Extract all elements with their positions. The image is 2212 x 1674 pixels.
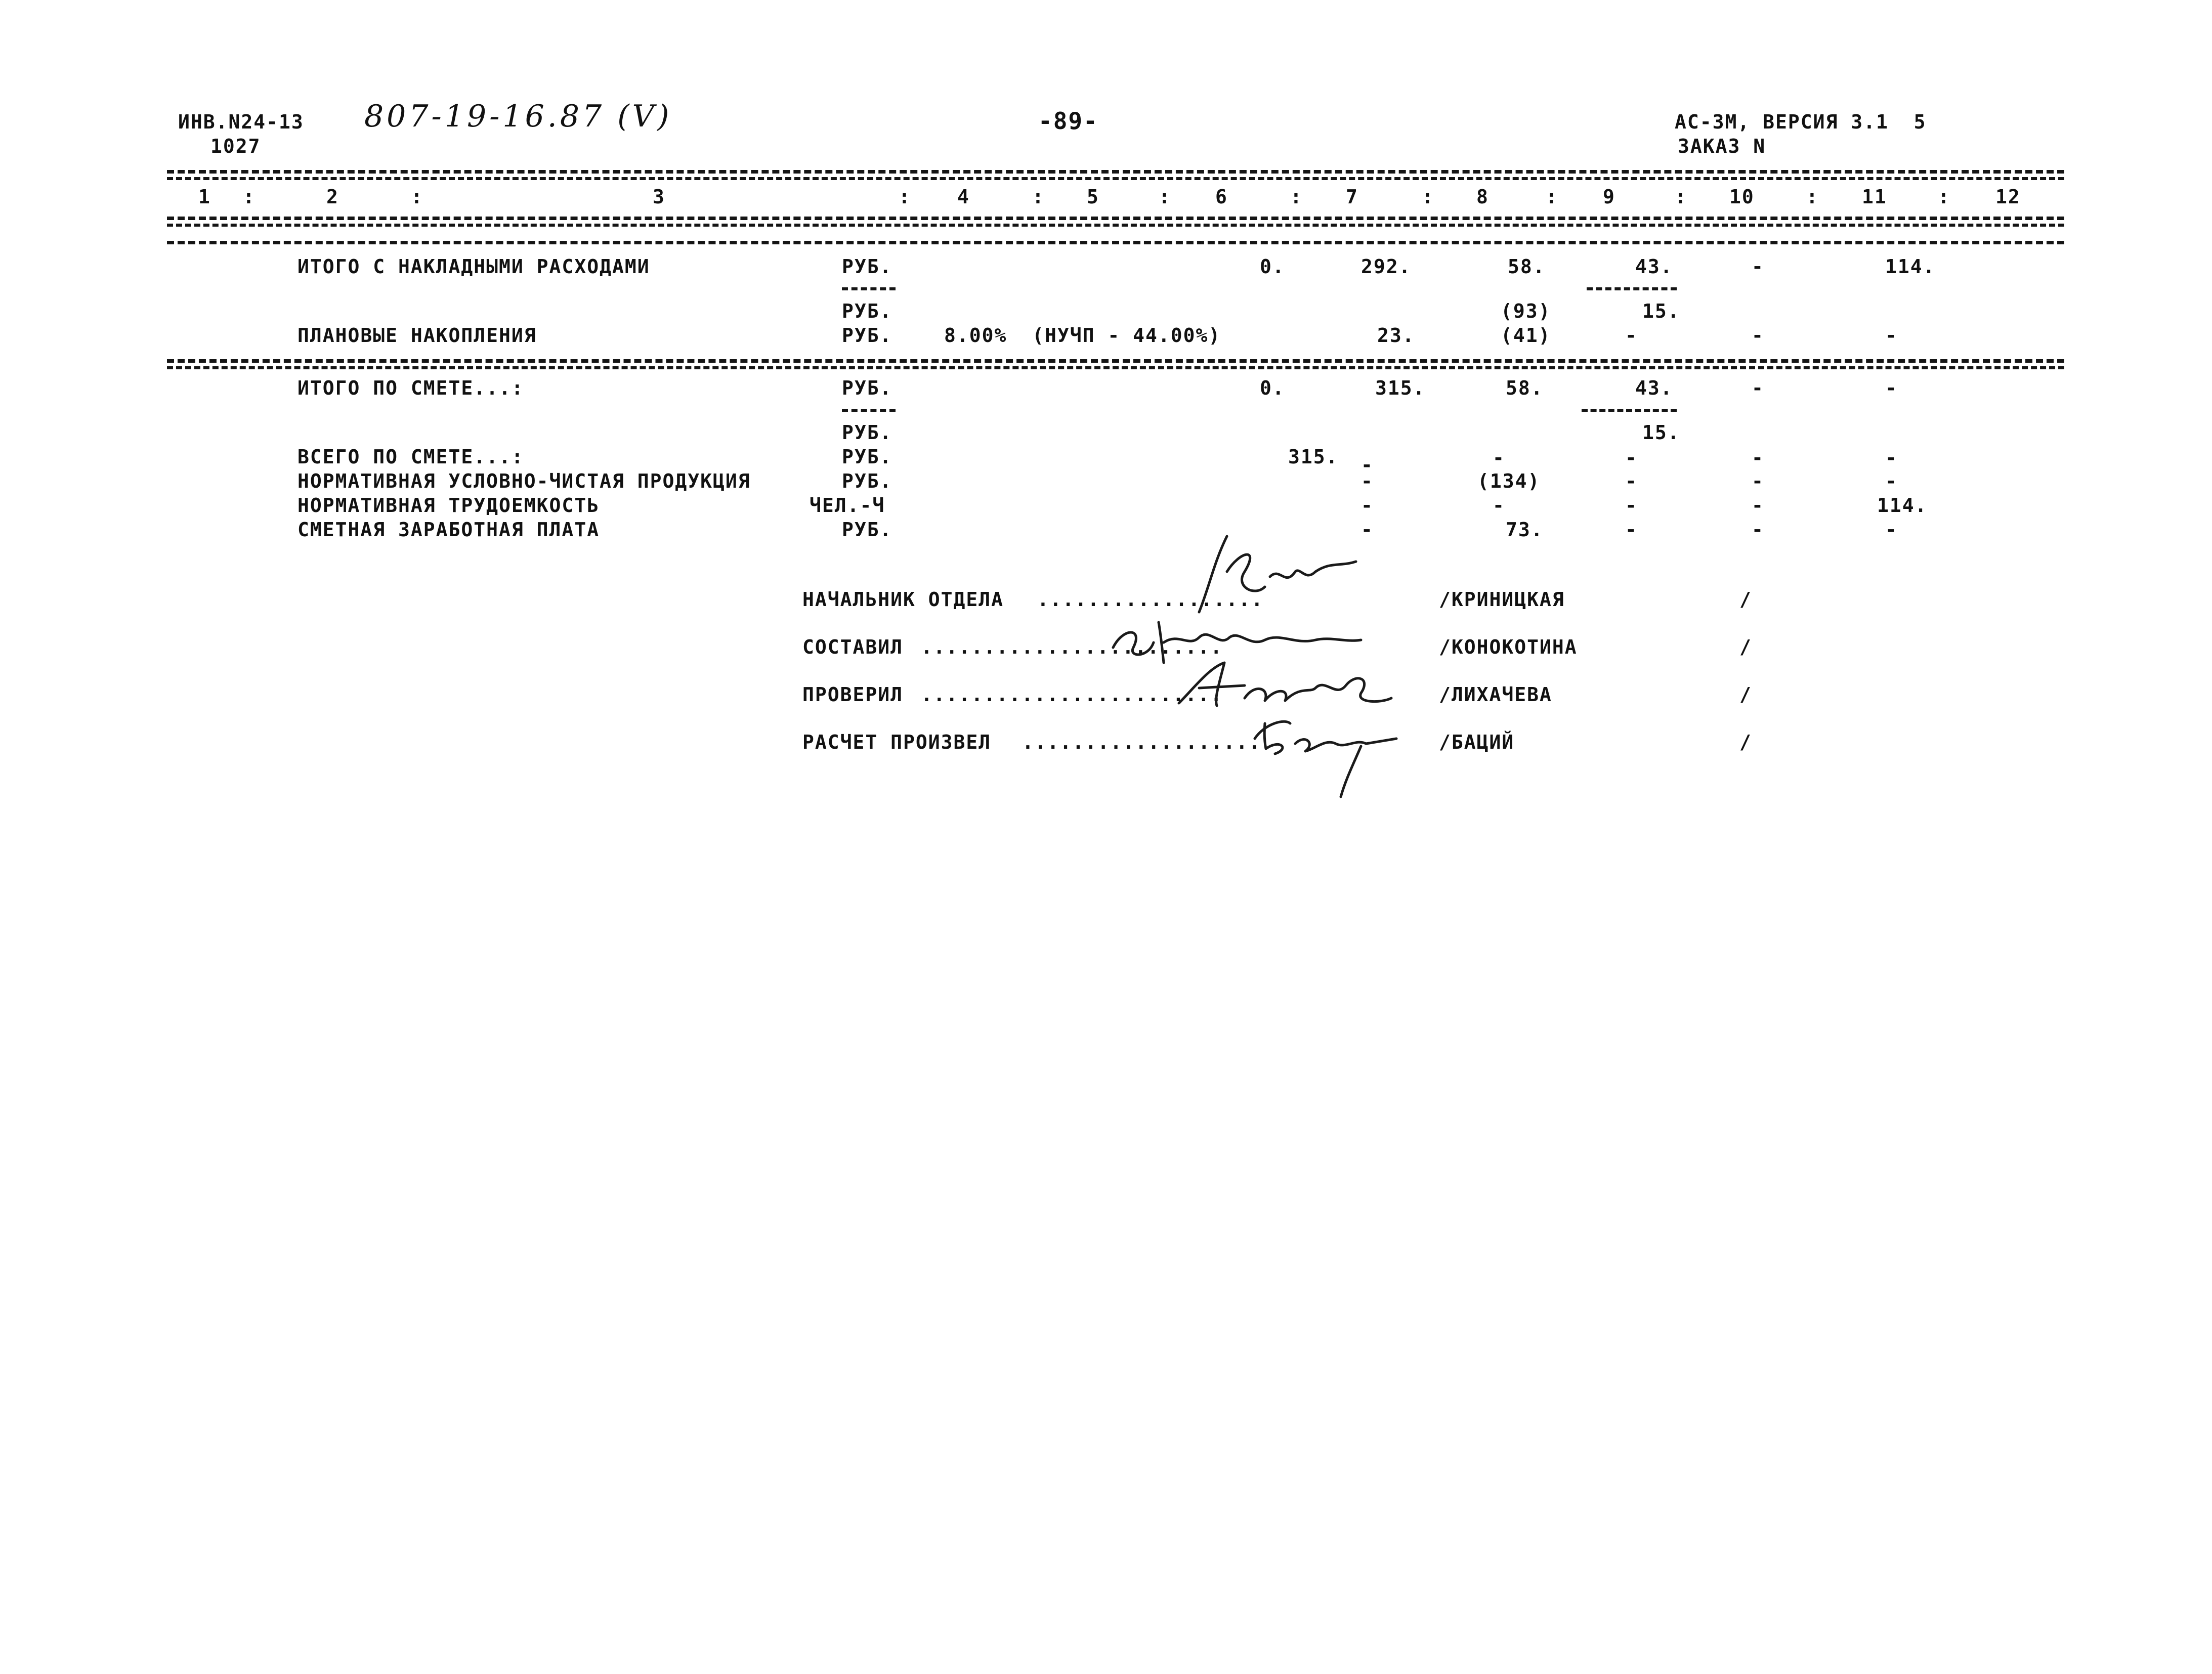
cell-col8: 58. [1506, 377, 1544, 399]
row-label: ВСЕГО ПО СМЕТЕ...: [297, 446, 524, 468]
date-slash: / [1739, 636, 1752, 658]
column-header: 12 [1995, 186, 2021, 208]
row-label: ИТОГО ПО СМЕТЕ...: [297, 377, 524, 399]
project-code: 807-19-16.87 (V) [364, 99, 672, 134]
signature-name: /БАЦИЙ [1439, 731, 1515, 753]
rule-header-bottom-2 [167, 224, 2064, 227]
rule-total-2 [167, 366, 2064, 369]
column-separator: : [899, 186, 911, 208]
cell-col9: 15. [1642, 300, 1680, 322]
inventory-number: ИНВ.N24-13 [178, 111, 304, 133]
column-header: 10 [1729, 186, 1755, 208]
column-separator: : [1546, 186, 1558, 208]
cell-col9: 15. [1642, 421, 1680, 444]
signature-name: /КОНОКОТИНА [1439, 636, 1578, 658]
column-separator: : [1032, 186, 1045, 208]
subtotal-dash [1582, 409, 1677, 412]
inventory-sub: 1027 [210, 135, 261, 157]
page-number: -89- [1038, 107, 1098, 135]
column-header: 5 [1087, 186, 1099, 208]
date-slash: / [1739, 731, 1752, 753]
cell-col10: - [1752, 494, 1764, 517]
date-slash: / [1739, 588, 1752, 611]
signature-role: РАСЧЕТ ПРОИЗВЕЛ [802, 731, 992, 753]
cell-col6: 0. [1260, 255, 1285, 278]
cell-col11: - [1885, 377, 1898, 399]
cell-col11: - [1885, 447, 1898, 469]
column-header: 1 [198, 186, 211, 208]
column-header: 9 [1603, 186, 1615, 208]
cell-col6: 315. [1288, 446, 1339, 468]
column-header: 8 [1476, 186, 1489, 208]
column-separator: : [243, 186, 256, 208]
cell-col11: - [1885, 470, 1898, 492]
cell-col11: 114. [1877, 494, 1928, 517]
signature-name: /ЛИХАЧЕВА [1439, 683, 1552, 706]
signature-dots: ........................ [921, 683, 1223, 706]
cell-col8: - [1493, 494, 1505, 517]
cell-col9: - [1625, 519, 1638, 541]
cell-col7: - [1361, 454, 1374, 476]
cell-col8: - [1493, 447, 1505, 469]
system-version: АС-3М, ВЕРСИЯ 3.1 5 [1675, 111, 1927, 133]
column-separator: : [411, 186, 423, 208]
cell-col10: - [1752, 377, 1764, 399]
column-separator: : [1675, 186, 1687, 208]
handwritten-signature [1179, 531, 1371, 622]
subtotal-dash [1587, 287, 1677, 290]
row-label: НОРМАТИВНАЯ УСЛОВНО-ЧИСТАЯ ПРОДУКЦИЯ [297, 470, 751, 492]
column-separator: : [1159, 186, 1171, 208]
row-unit: РУБ. [842, 377, 892, 399]
row-unit: РУБ. [842, 470, 892, 492]
cell-col8: 73. [1506, 519, 1544, 541]
signature-dots: ................... [1022, 731, 1261, 753]
cell-col7: - [1361, 470, 1374, 492]
subtotal-dash [842, 409, 896, 412]
signature-role: НАЧАЛЬНИК ОТДЕЛА [802, 588, 1004, 611]
column-separator: : [1290, 186, 1303, 208]
cell-col9: 43. [1635, 255, 1673, 278]
order-number: ЗАКАЗ N [1678, 135, 1766, 157]
cell-col6: 0. [1260, 377, 1285, 399]
signature-role: СОСТАВИЛ [802, 636, 904, 658]
cell-col7: 23. [1377, 324, 1415, 347]
row-label: ПЛАНОВЫЕ НАКОПЛЕНИЯ [297, 324, 537, 347]
column-header: 2 [326, 186, 339, 208]
cell-col7: 292. [1361, 255, 1412, 278]
column-header: 3 [653, 186, 665, 208]
cell-col8: (93) [1501, 300, 1551, 322]
row-unit: ЧЕЛ.-Ч [810, 494, 885, 517]
row-unit: РУБ. [842, 324, 892, 347]
cell-col11: - [1885, 519, 1898, 541]
row-label: СМЕТНАЯ ЗАРАБОТНАЯ ПЛАТА [297, 519, 600, 541]
signature-name: /КРИНИЦКАЯ [1439, 588, 1565, 611]
cell-col9: - [1625, 470, 1638, 492]
row-unit: РУБ. [842, 446, 892, 468]
row-unit: РУБ. [842, 519, 892, 541]
rule-top [167, 170, 2064, 174]
cell-col9: - [1625, 447, 1638, 469]
handwritten-signature [1245, 708, 1407, 799]
cell-col8: (134) [1477, 470, 1541, 492]
cell-col7: - [1361, 519, 1374, 541]
cell-col11: 114. [1885, 255, 1936, 278]
signature-dots: ........................ [921, 636, 1223, 658]
cell-col9: - [1625, 324, 1638, 347]
column-header: 11 [1862, 186, 1887, 208]
rule-total [167, 359, 2064, 363]
subtotal-dash [842, 287, 896, 290]
row-label: ИТОГО С НАКЛАДНЫМИ РАСХОДАМИ [297, 255, 650, 278]
rule-header-bottom [167, 217, 2064, 220]
cell-col10: - [1752, 519, 1764, 541]
cell-col8: (41) [1501, 324, 1551, 347]
cell-col7: - [1361, 494, 1374, 517]
cell-col9: - [1625, 494, 1638, 517]
cell-col11: - [1885, 324, 1898, 347]
cell-col10: - [1752, 470, 1764, 492]
date-slash: / [1739, 683, 1752, 706]
cell-col10: - [1752, 324, 1764, 347]
column-separator: : [1422, 186, 1434, 208]
cell-col9: 43. [1635, 377, 1673, 399]
column-separator: : [1938, 186, 1950, 208]
column-header: 6 [1215, 186, 1228, 208]
cell-col10: - [1752, 255, 1764, 278]
signature-dots: .................. [1037, 588, 1264, 611]
cell-col8: 58. [1508, 255, 1546, 278]
row-note: 8.00% (НУЧП - 44.00%) [944, 324, 1221, 347]
row-unit: РУБ. [842, 255, 892, 278]
cell-col7: 315. [1375, 377, 1426, 399]
row-unit: РУБ. [842, 300, 892, 322]
rule-section [167, 241, 2064, 244]
row-label: НОРМАТИВНАЯ ТРУДОЕМКОСТЬ [297, 494, 600, 517]
cell-col10: - [1752, 447, 1764, 469]
rule-top-2 [167, 177, 2064, 180]
column-header: 4 [957, 186, 970, 208]
column-header: 7 [1346, 186, 1358, 208]
column-separator: : [1806, 186, 1819, 208]
signature-role: ПРОВЕРИЛ [802, 683, 904, 706]
handwritten-signature [1169, 658, 1401, 713]
row-unit: РУБ. [842, 421, 892, 444]
